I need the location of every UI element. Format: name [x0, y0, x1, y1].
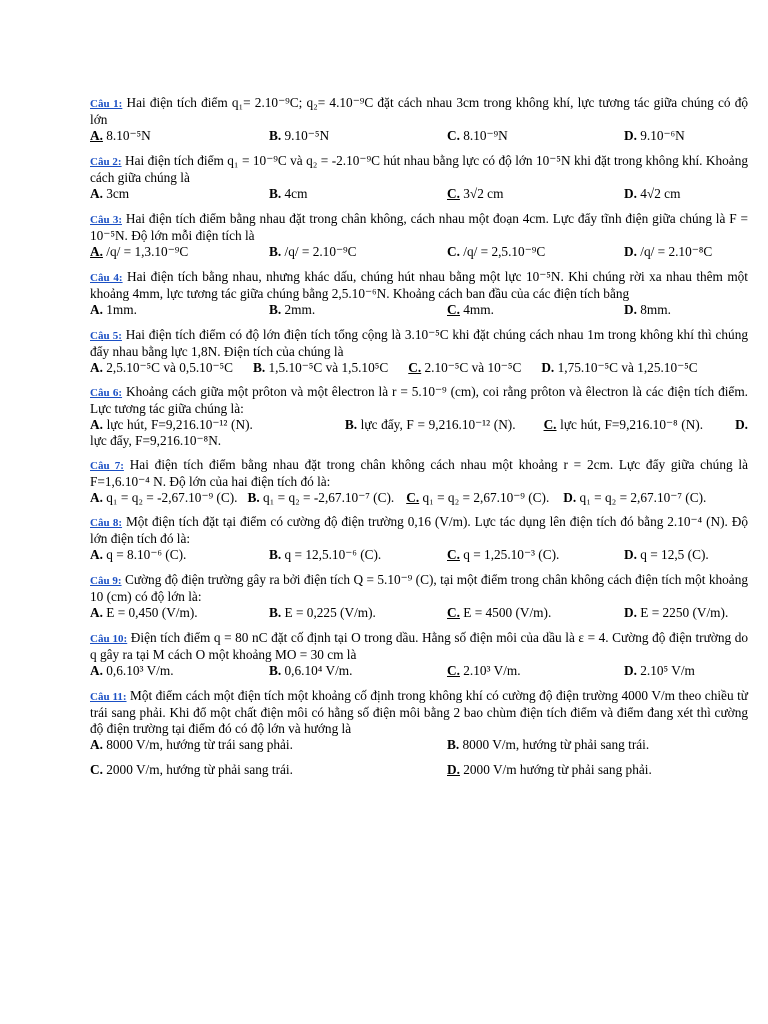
answer-options: [90, 417, 748, 449]
question-1: [90, 95, 748, 145]
question-stem: [90, 327, 748, 360]
option-text: q = 12,5 (C).: [636, 547, 709, 562]
option-b: [253, 360, 388, 375]
option-letter: B.: [269, 302, 282, 317]
option-c: [447, 547, 559, 563]
option-b: [247, 490, 394, 505]
option-letter: D.: [624, 186, 637, 201]
option-letter: D.: [624, 605, 637, 620]
option-text: E = 0,225 (V/m).: [281, 605, 376, 620]
option-text: /q/ = 2.10⁻⁹C: [281, 244, 357, 259]
answer-options: [90, 186, 748, 203]
answer-options: [90, 490, 748, 506]
option-letter: D.: [624, 547, 637, 562]
option-b: [345, 417, 516, 432]
answer-options: [90, 302, 748, 319]
option-b: [269, 547, 381, 563]
question-stem: [90, 211, 748, 244]
option-b: [269, 128, 329, 144]
question-label: Câu 11:: [90, 691, 127, 703]
question-label: Câu 7:: [90, 460, 124, 472]
question-text: Hai điện tích điểm có độ lớn điện tích tổng cộng là 3.10⁻⁵C khi đặt chúng cách nhau 1m trong không khí thì chúng đẩy nhau bằng lực 1,8N. Điện tích của chúng là: [90, 327, 748, 359]
option-text: /q/ = 1,3.10⁻⁹C: [102, 244, 189, 259]
question-stem: [90, 514, 748, 547]
question-text: Một điểm cách một điện tích một khoảng cố định trong không khí có cường độ điện trường 4000 V/m theo chiều từ trái sang phải. Khi đổ một chất điện môi có hằng số điện môi bằng 2 bao chùm điện tích điểm và điểm đang xét thì cường độ điện trường tại điểm đó có độ lớn và hướng là: [90, 688, 748, 736]
option-text: q₁ = q₂ = -2,67.10⁻⁹ (C).: [102, 490, 238, 505]
option-letter: B.: [247, 490, 260, 505]
option-letter: D.: [624, 244, 637, 259]
answer-options-row-1: [90, 737, 748, 754]
option-text: 2000 V/m hướng từ phải sang phải.: [459, 762, 652, 777]
option-text: 9.10⁻⁵N: [281, 128, 330, 143]
option-text: 0,6.10⁴ V/m.: [281, 663, 353, 678]
option-text: 2mm.: [281, 302, 316, 317]
option-letter: C.: [406, 490, 420, 505]
option-text: 3cm: [102, 186, 130, 201]
option-letter: C.: [447, 663, 460, 678]
question-9: [90, 572, 748, 622]
option-a: [90, 605, 198, 621]
option-d: [624, 302, 671, 318]
option-a: [90, 128, 151, 144]
option-a: [90, 360, 233, 375]
option-letter: B.: [269, 605, 282, 620]
option-text: 8000 V/m, hướng từ phải sang trái.: [459, 737, 650, 752]
option-text: 0,6.10³ V/m.: [102, 663, 174, 678]
option-d: [624, 244, 712, 260]
option-text: lực hút, F=9,216.10⁻⁸ (N).: [556, 417, 704, 432]
option-letter: D.: [624, 302, 637, 317]
option-d: [624, 663, 695, 679]
option-letter: B.: [253, 360, 266, 375]
question-list: [90, 95, 748, 787]
option-text: lực đẩy, F=9,216.10⁻⁸N.: [90, 433, 222, 448]
question-stem: [90, 95, 748, 128]
option-d: [624, 547, 709, 563]
question-text: Hai điện tích bằng nhau, nhưng khác dấu, chúng hút nhau bằng một lực 10⁻⁵N. Khi chúng rời xa nhau thêm một khoảng 4mm, lực tương tác giữa chúng bằng 2,5.10⁻⁶N. Khoảng cách ban đầu của các điện tích bằng: [90, 269, 749, 301]
question-label: Câu 3:: [90, 214, 122, 226]
option-a: [90, 417, 253, 432]
option-letter: A.: [90, 663, 103, 678]
question-label: Câu 2:: [90, 156, 122, 168]
option-b: [269, 663, 352, 679]
option-c: [447, 605, 551, 621]
option-text: q = 8.10⁻⁶ (C).: [102, 547, 187, 562]
question-label: Câu 1:: [90, 98, 123, 110]
option-a: [90, 547, 186, 563]
option-letter: C.: [447, 547, 460, 562]
option-d: [447, 762, 652, 778]
option-a: [90, 302, 137, 318]
option-letter: A.: [90, 547, 103, 562]
option-a: [90, 663, 174, 679]
option-letter: C.: [447, 128, 460, 143]
option-letter: A.: [90, 490, 103, 505]
option-text: 1mm.: [102, 302, 137, 317]
option-letter: B.: [269, 186, 282, 201]
answer-options: [90, 605, 748, 622]
question-3: [90, 211, 748, 261]
question-5: [90, 327, 748, 376]
option-letter: D.: [735, 417, 748, 432]
question-text: Cường độ điện trường gây ra bởi điện tích Q = 5.10⁻⁹ (C), tại một điểm trong chân không cách điện tích một khoảng 10 (cm) có độ lớn là:: [90, 572, 748, 604]
option-c: [447, 663, 521, 679]
option-letter: B.: [269, 128, 282, 143]
question-text: Hai điện tích điểm bằng nhau đặt trong chân không, cách nhau một đoạn 4cm. Lực đẩy tĩnh điện giữa chúng là F = 10⁻⁵N. Độ lớn mỗi điện tích là: [90, 211, 748, 243]
option-letter: B.: [269, 244, 282, 259]
option-c: [544, 417, 704, 432]
option-d: [624, 128, 685, 144]
option-text: /q/ = 2.10⁻⁸C: [636, 244, 713, 259]
question-10: [90, 630, 748, 680]
option-d: [563, 490, 706, 505]
option-text: 2.10⁻⁵C và 10⁻⁵C: [421, 360, 522, 375]
option-letter: C.: [447, 244, 460, 259]
option-b: [269, 186, 307, 202]
option-b: [269, 605, 376, 621]
option-letter: D.: [563, 490, 577, 505]
answer-options: [90, 244, 748, 261]
option-text: 9.10⁻⁶N: [636, 128, 685, 143]
option-text: 8.10⁻⁹N: [459, 128, 508, 143]
option-text: 1,75.10⁻⁵C và 1,25.10⁻⁵C: [554, 360, 698, 375]
option-text: /q/ = 2,5.10⁻⁹C: [459, 244, 546, 259]
question-text: Một điện tích đặt tại điểm có cường độ điện trường 0,16 (V/m). Lực tác dụng lên điện tích đó bằng 2.10⁻⁴ (N). Độ lớn điện tích đó là:: [90, 514, 748, 546]
option-text: 2.10⁵ V/m: [636, 663, 695, 678]
option-letter: A.: [90, 186, 103, 201]
question-7: [90, 457, 748, 506]
option-letter: C.: [90, 762, 103, 777]
option-c: [408, 360, 521, 375]
question-text: Hai điện tích điểm bằng nhau đặt trong chân không cách nhau một khoảng r = 2cm. Lực đẩy giữa chúng là F=1,6.10⁻⁴ N. Độ lớn của hai điện tích đó là:: [90, 457, 748, 489]
question-label: Câu 6:: [90, 387, 123, 399]
answer-options: [90, 663, 748, 680]
option-text: 8.10⁻⁵N: [102, 128, 151, 143]
question-stem: [90, 630, 748, 663]
option-text: 1,5.10⁻⁵C và 1,5.10⁵C: [265, 360, 389, 375]
option-d: [624, 186, 680, 202]
option-d: [624, 605, 728, 621]
option-letter: B.: [344, 417, 358, 432]
option-letter: C.: [408, 360, 422, 375]
option-letter: A.: [90, 244, 103, 259]
option-text: q = 1,25.10⁻³ (C).: [459, 547, 560, 562]
option-letter: B.: [447, 737, 460, 752]
option-c: [447, 302, 494, 318]
option-text: lực đẩy, F = 9,216.10⁻¹² (N).: [357, 417, 516, 432]
option-letter: B.: [269, 663, 282, 678]
option-b: [269, 302, 315, 318]
option-letter: D.: [447, 762, 460, 777]
option-c: [447, 128, 508, 144]
option-text: q = 12,5.10⁻⁶ (C).: [281, 547, 382, 562]
option-c: [406, 490, 549, 505]
option-text: 4√2 cm: [636, 186, 681, 201]
answer-options-row-2: [90, 762, 748, 779]
option-c: [447, 186, 503, 202]
question-text: Điện tích điểm q = 80 nC đặt cố định tại O trong dầu. Hằng số điện môi của dầu là ε = 4. Cường độ điện trường do q gây ra tại M cách O một khoảng MO = 30 cm là: [90, 630, 748, 662]
question-label: Câu 9:: [90, 575, 122, 587]
option-text: lực hút, F=9,216.10⁻¹² (N).: [102, 417, 253, 432]
question-text: Khoảng cách giữa một prôton và một êlectron là r = 5.10⁻⁹ (cm), coi rằng prôton và êlectron là các điện tích điểm. Lực tương tác giữa chúng là:: [90, 384, 748, 416]
option-letter: D.: [624, 663, 637, 678]
option-letter: A.: [90, 128, 103, 143]
option-letter: A.: [90, 360, 103, 375]
question-stem: [90, 269, 748, 302]
question-stem: [90, 572, 748, 605]
option-letter: D.: [624, 128, 637, 143]
option-a: [90, 737, 293, 753]
option-text: 2000 V/m, hướng từ phải sang trái.: [102, 762, 293, 777]
question-text: Hai điện tích điểm q₁ = 10⁻⁹C và q₂ = -2.10⁻⁹C hút nhau bằng lực có độ lớn 10⁻⁵N khi đặt trong không khí. Khoảng cách giữa chúng là: [90, 153, 748, 185]
option-text: 2,5.10⁻⁵C và 0,5.10⁻⁵C: [102, 360, 233, 375]
question-stem: [90, 457, 748, 490]
question-label: Câu 8:: [90, 517, 123, 529]
option-c: [447, 244, 545, 260]
option-text: 4cm: [281, 186, 308, 201]
option-letter: B.: [269, 547, 282, 562]
option-text: E = 2250 (V/m).: [636, 605, 729, 620]
question-11: [90, 688, 748, 779]
question-4: [90, 269, 748, 319]
option-a: [90, 244, 188, 260]
answer-options: [90, 547, 748, 564]
option-text: q₁ = q₂ = -2,67.10⁻⁷ (C).: [259, 490, 395, 505]
option-letter: A.: [90, 605, 103, 620]
option-text: q₁ = q₂ = 2,67.10⁻⁷ (C).: [576, 490, 707, 505]
answer-options: [90, 360, 748, 376]
option-d: [541, 360, 697, 375]
question-6: [90, 384, 748, 449]
option-text: 4mm.: [459, 302, 494, 317]
question-stem: [90, 688, 748, 737]
option-text: E = 4500 (V/m).: [459, 605, 552, 620]
option-a: [90, 490, 237, 505]
option-b: [447, 737, 649, 753]
option-text: q₁ = q₂ = 2,67.10⁻⁹ (C).: [419, 490, 550, 505]
question-stem: [90, 153, 748, 186]
question-text: Hai điện tích điểm q₁= 2.10⁻⁹C; q₂= 4.10⁻⁹C đặt cách nhau 3cm trong không khí, lực tương tác giữa chúng có độ lớn: [90, 95, 748, 127]
option-text: 2.10³ V/m.: [459, 663, 521, 678]
option-letter: C.: [447, 302, 460, 317]
answer-options: [90, 128, 748, 145]
question-stem: [90, 384, 748, 417]
question-label: Câu 5:: [90, 330, 122, 342]
option-c: [90, 762, 293, 778]
option-letter: A.: [90, 737, 103, 752]
option-letter: A.: [90, 417, 103, 432]
option-text: 8mm.: [636, 302, 671, 317]
option-text: E = 0,450 (V/m).: [102, 605, 198, 620]
option-letter: A.: [90, 302, 103, 317]
question-label: Câu 10:: [90, 633, 128, 645]
option-letter: C.: [447, 605, 460, 620]
option-letter: D.: [541, 360, 555, 375]
question-8: [90, 514, 748, 564]
question-2: [90, 153, 748, 203]
option-text: 8000 V/m, hướng từ trái sang phải.: [102, 737, 293, 752]
option-a: [90, 186, 129, 202]
option-text: 3√2 cm: [459, 186, 504, 201]
option-letter: C.: [543, 417, 557, 432]
option-b: [269, 244, 357, 260]
option-letter: C.: [447, 186, 460, 201]
question-label: Câu 4:: [90, 272, 123, 284]
